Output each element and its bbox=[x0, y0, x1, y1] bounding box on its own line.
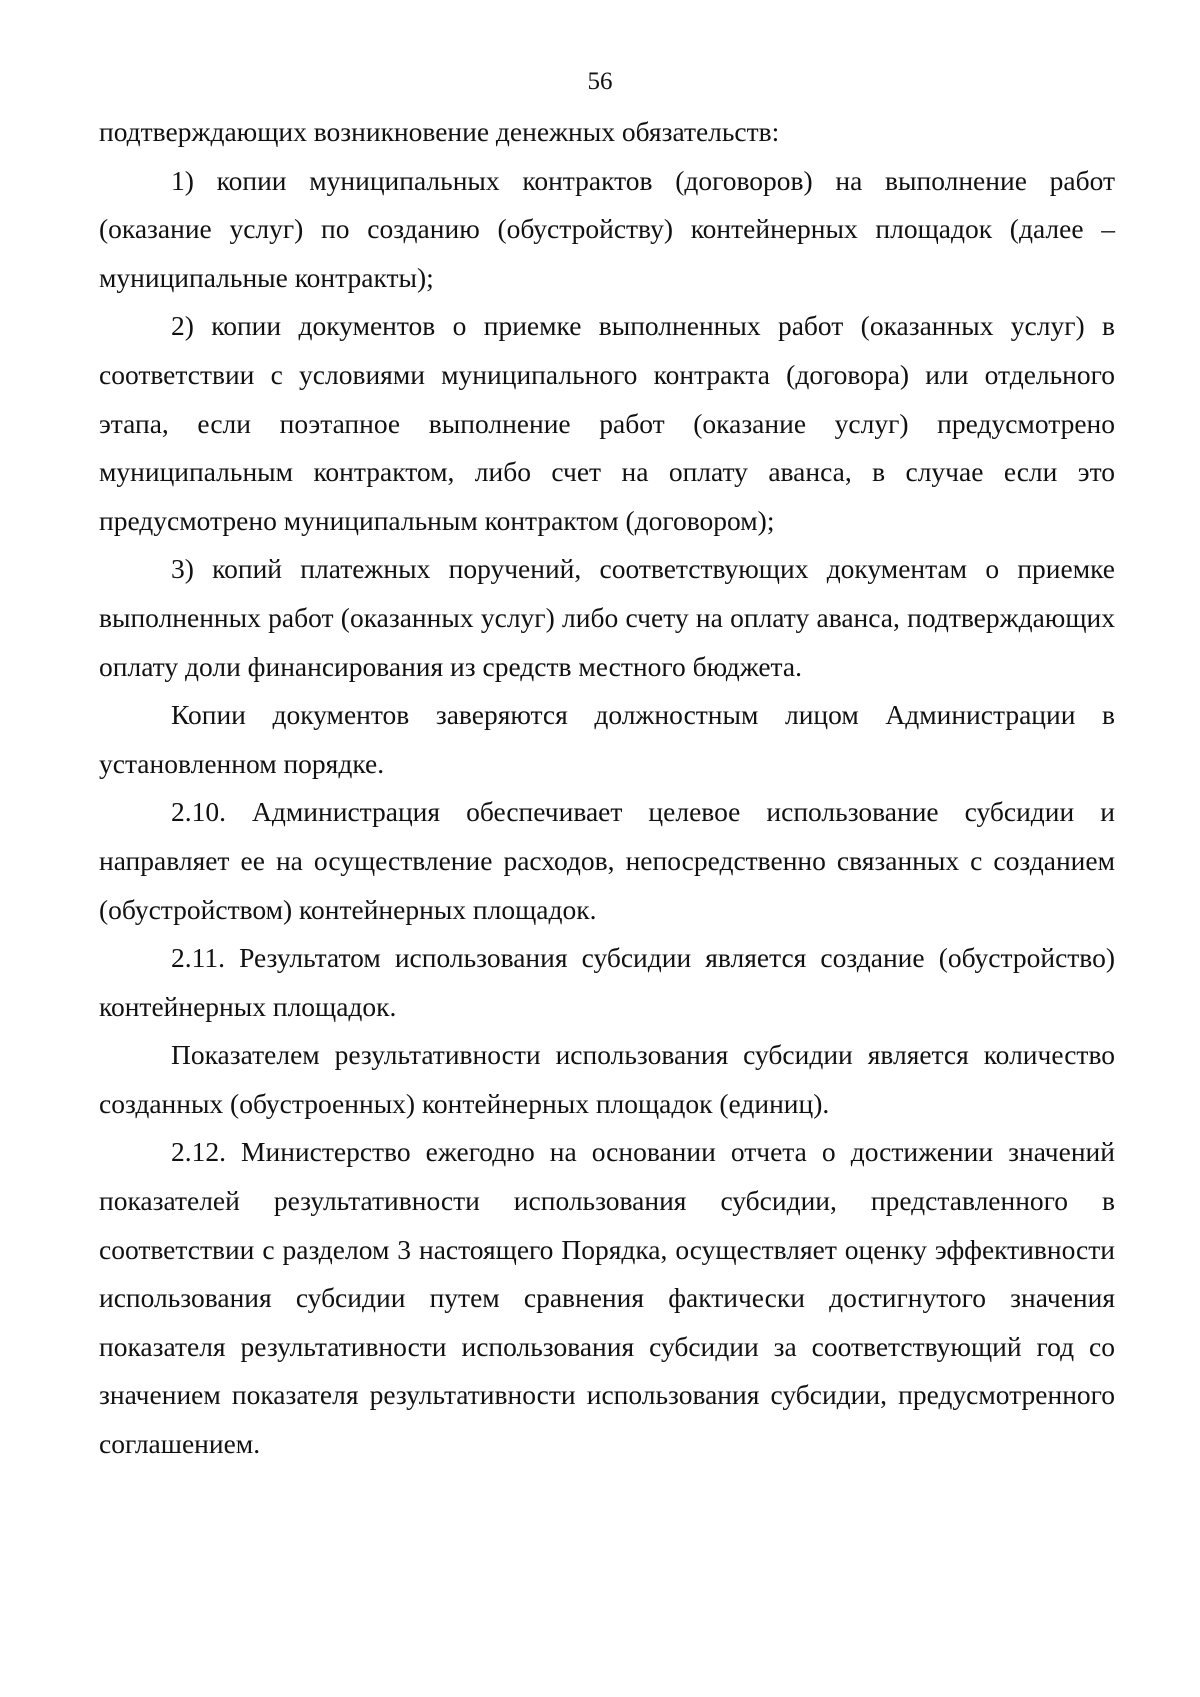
paragraph-performance-indicator: Показателем результативности использования субсидии является количество созданных (обустроенных) контейнерных площадок (единиц). bbox=[99, 1039, 1115, 1119]
paragraph-continuation: подтверждающих возникновение денежных обязательств: bbox=[99, 116, 780, 147]
paragraph-item-2-acceptance-documents: 2) копии документов о приемке выполненных работ (оказанных услуг) в соответствии с условиями муниципального контракта (договора) или отдельного этапа, если поэтапное выполнение работ (оказание услуг) предусмотрено муниципальным контрактом, либо счет на оплату аванса, в случае если это предусмотрено муниципальным контрактом (договором); bbox=[99, 310, 1115, 536]
document-body bbox=[99, 108, 1115, 1469]
paragraph-copies-certification: Копии документов заверяются должностным лицом Администрации в установленном порядке. bbox=[99, 699, 1115, 779]
paragraph-2-10: 2.10. Администрация обеспечивает целевое использование субсидии и направляет ее на осуществление расходов, непосредственно связанных с созданием (обустройством) контейнерных площадок. bbox=[99, 796, 1115, 925]
paragraph-2-12: 2.12. Министерство ежегодно на основании отчета о достижении значений показателей результативности использования субсидии, представленного в соответствии с разделом 3 настоящего Порядка, осуществляет оценку эффективности использования субсидии путем сравнения фактически достигнутого значения показателя результативности использования субсидии за соответствующий год со значением показателя результативности использования субсидии, предусмотренного соглашением. bbox=[99, 1136, 1115, 1460]
paragraph-2-11: 2.11. Результатом использования субсидии является создание (обустройство) контейнерных площадок. bbox=[99, 942, 1115, 1022]
paragraph-item-3-payment-orders: 3) копий платежных поручений, соответствующих документам о приемке выполненных работ (оказанных услуг) либо счету на оплату аванса, подтверждающих оплату доли финансирования из средств местного бюджета. bbox=[99, 553, 1115, 682]
page-number: 56 bbox=[587, 68, 613, 95]
paragraph-item-1-contracts: 1) копии муниципальных контрактов (договоров) на выполнение работ (оказание услуг) по созданию (обустройству) контейнерных площадок (далее – муниципальные контракты); bbox=[99, 164, 1115, 293]
